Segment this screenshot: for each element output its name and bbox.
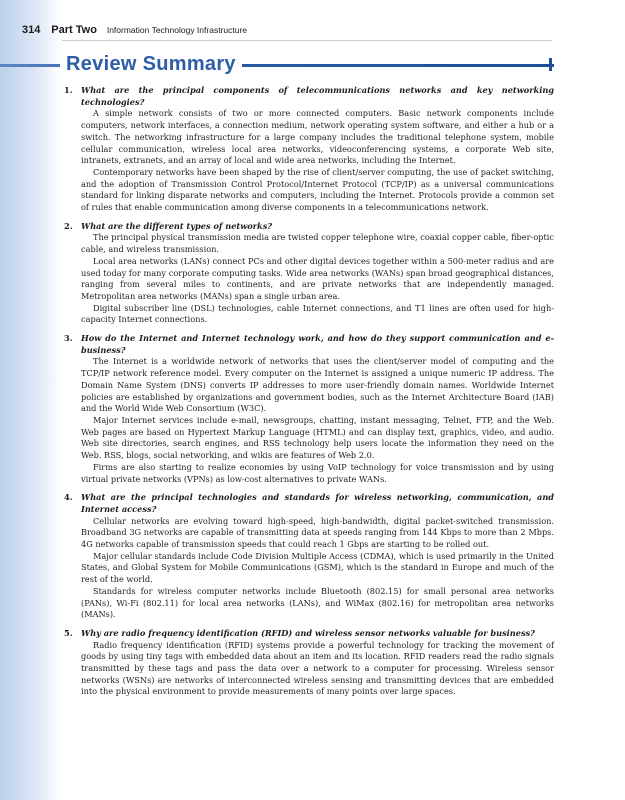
page-number: 314 (22, 24, 41, 36)
question-text: What are the different types of networks? (81, 220, 273, 231)
question-text: What are the principal technologies and standards for wireless networking, communication, and Internet access? (81, 492, 554, 514)
answer-paragraph: Major cellular standards include Code Division Multiple Access (CDMA), which is used primarily in the United States, and Global System for Mobile Communications (GSM), which is the standard in Europe and much of the rest of the world. (81, 550, 554, 585)
question-number: 4. (64, 492, 73, 503)
section-title: Review Summary (60, 53, 242, 76)
summary-item (64, 492, 554, 621)
answer-paragraph: Standards for wireless computer networks include Bluetooth (802.15) for small personal area networks (PANs), Wi-Fi (802.11) for local area networks (LANs), and WiMax (802.16) for metropolitan area networks (MANs). (81, 585, 554, 620)
answer-paragraph: Firms are also starting to realize economies by using VoIP technology for voice transmission and by using virtual private networks (VPNs) as low-cost alternatives to private WANs. (81, 461, 554, 484)
answer-paragraph: The principal physical transmission media are twisted copper telephone wire, coaxial copper cable, fiber-optic cable, and wireless transmission. (81, 232, 554, 255)
question (64, 85, 554, 108)
answer-paragraph: Local area networks (LANs) connect PCs and other digital devices together within a 500-meter radius and are used today for many corporate computing tasks. Wide area networks (WANs) span broad geographical distances, ranging from several miles to continents, and are private networks that are independently managed. Metropolitan area networks (MANs) span a single urban area. (81, 255, 554, 301)
question (64, 333, 554, 356)
question-text: Why are radio frequency identification (RFID) and wireless sensor networks valuable for business? (81, 627, 535, 638)
question-number: 3. (64, 333, 73, 344)
summary-item (64, 628, 554, 698)
page-margin-gradient (0, 0, 62, 800)
answer-paragraph: A simple network consists of two or more connected computers. Basic network components include computers, network interfaces, a connection medium, network operating system software, and either a hub or a switch. The networking infrastructure for a large company includes the traditional telephone system, mobile cellular communication, wireless local area networks, videoconferencing systems, a corporate Web site, intranets, extranets, and an array of local and wide area networks, including the Internet. (81, 108, 554, 166)
answer-paragraph: Major Internet services include e-mail, newsgroups, chatting, instant messaging, Telnet, FTP, and the Web. Web pages are based on Hypertext Markup Language (HTML) and can display text, graphics, video, and audio. Web site directories, search engines, and RSS technology help users locate the information they need on the Web. RSS, blogs, social networking, and wikis are features of Web 2.0. (81, 414, 554, 461)
review-summary-body (64, 85, 554, 705)
question (64, 628, 554, 640)
answer-paragraph: Contemporary networks have been shaped by the rise of client/server computing, the use of packet switching, and the adoption of Transmission Control Protocol/Internet Protocol (TCP/IP) as a universal communications standard for linking disparate networks and computers, including the Internet. Protocols provide a common set of rules that enable communication among diverse components in a telecommunications network. (81, 166, 554, 213)
summary-item (64, 221, 554, 326)
question (64, 221, 554, 233)
answer-paragraph: The Internet is a worldwide network of networks that uses the client/server model of computing and the TCP/IP network reference model. Every computer on the Internet is assigned a unique numeric IP address. The Domain Name System (DNS) converts IP addresses to more user-friendly domain names. Worldwide Internet policies are established by organizations and government bodies, such as the Internet Architecture Board (IAB) and the World Wide Web Consortium (W3C). (81, 356, 554, 414)
question-number: 5. (64, 627, 73, 638)
summary-item (64, 333, 554, 485)
header-divider (62, 40, 552, 41)
running-header (22, 24, 247, 38)
question (64, 492, 554, 515)
question-number: 1. (64, 85, 73, 95)
question-number: 2. (64, 220, 73, 231)
answer-paragraph: Digital subscriber line (DSL) technologies, cable Internet connections, and T1 lines are often used for high-capacity Internet connections. (81, 302, 554, 325)
question-text: How do the Internet and Internet technology work, and how do they support communication and e-business? (81, 333, 554, 355)
summary-item (64, 85, 554, 214)
answer-paragraph: Cellular networks are evolving toward high-speed, high-bandwidth, digital packet-switched transmission. Broadband 3G networks are capable of transmitting data at speeds ranging from 144 Kbps to more than 2 Mbps. 4G networks capable of transmission speeds that could reach 1 Gbps are starting to be rolled out. (81, 515, 554, 550)
part-label: Part Two (51, 24, 97, 36)
question-text: What are the principal components of telecommunications networks and key networking technologies? (81, 85, 554, 107)
answer-paragraph: Radio frequency identification (RFID) systems provide a powerful technology for tracking the movement of goods by using tiny tags with embedded data about an item and its location. RFID readers read the radio signals transmitted by these tags and pass the data over a network to a computer for processing. Wireless sensor networks (WSNs) are networks of interconnected wireless sensing and transmitting devices that are embedded into the physical environment to provide measurements of many points over large spaces. (81, 639, 554, 697)
section-rule-end (549, 58, 552, 71)
chapter-title: Information Technology Infrastructure (106, 25, 248, 35)
